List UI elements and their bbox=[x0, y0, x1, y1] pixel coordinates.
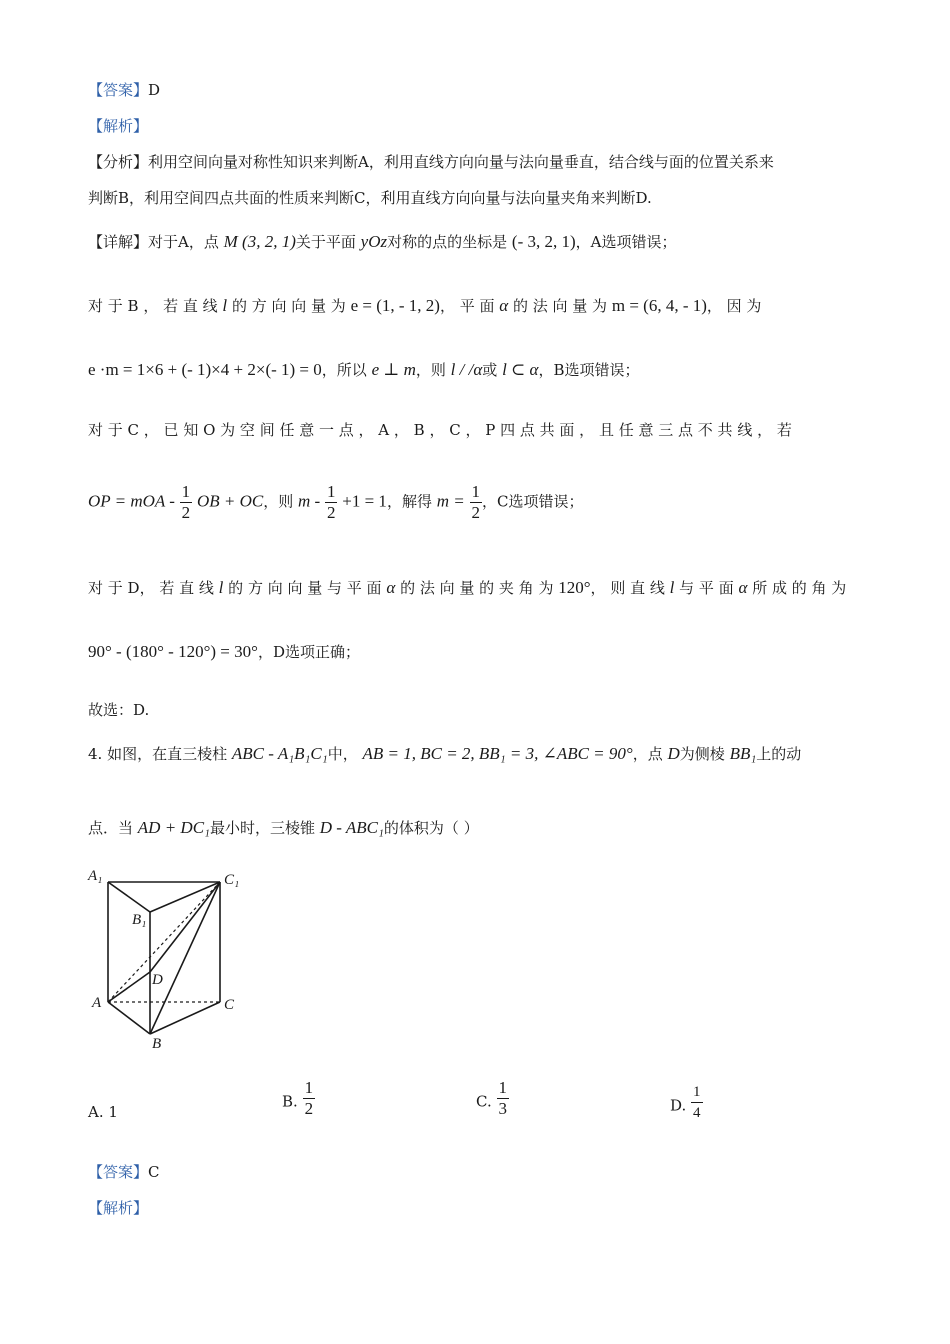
xiangjie-c-line-2 bbox=[88, 482, 584, 523]
b-text-d: 的 法 向 量 为 bbox=[512, 297, 608, 315]
plane-alpha: α bbox=[499, 296, 509, 315]
vector-e: e = (1, - 1, 2) bbox=[350, 296, 440, 315]
d-line-l: l bbox=[218, 578, 224, 597]
c-eq2-left: m - bbox=[297, 491, 321, 511]
prism-figure bbox=[84, 862, 254, 1052]
answer2-tag: 【答案】 bbox=[88, 1163, 149, 1181]
d-alpha-2: α bbox=[738, 578, 748, 597]
fenxi-line-1 bbox=[88, 152, 774, 172]
fenxi-text-1: 利用空间向量对称性知识来判断A，利用直线方向向量与法向量垂直，结合线与面的位置关系来 bbox=[148, 153, 774, 171]
option-a[interactable] bbox=[88, 1103, 118, 1121]
q4-point-D: D bbox=[667, 744, 680, 763]
edge-AB bbox=[108, 1002, 150, 1034]
b-text-e: ， 因 为 bbox=[706, 297, 762, 315]
d-text-a: 对 于 D， 若 直 线 bbox=[88, 579, 214, 597]
analysis-tag: 【解析】 bbox=[88, 117, 149, 135]
xiangjie-a-pre: 对于A，点 bbox=[148, 233, 219, 251]
d-text-c: 的 法 向 量 的 夹 角 为 bbox=[400, 579, 554, 597]
option-b-den: 2 bbox=[304, 1099, 314, 1118]
d-text-e: 与 平 面 bbox=[679, 579, 734, 597]
label-C: C bbox=[224, 997, 235, 1013]
b2-text-d: ，B选项错误； bbox=[538, 361, 640, 379]
option-b-label: B. bbox=[282, 1092, 298, 1111]
xiangjie-d-line-2 bbox=[88, 642, 360, 662]
q4-zhong: 中， bbox=[327, 745, 358, 763]
xiangjie-b-line-2 bbox=[88, 360, 639, 380]
analysis-line bbox=[88, 116, 148, 136]
q4-edge: BB₁ bbox=[729, 744, 757, 763]
d-end: ，D选项正确； bbox=[257, 643, 360, 661]
parallel-relation: l / /α bbox=[450, 360, 483, 379]
option-d-num: 1 bbox=[691, 1082, 703, 1103]
b-text-b: 的 方 向 向 量 为 bbox=[231, 297, 346, 315]
line-l: l bbox=[222, 296, 228, 315]
d-text-d: ， 则 直 线 bbox=[590, 579, 665, 597]
xiangjie-b-line-1 bbox=[88, 296, 761, 316]
q4-line2-a: 点．当 bbox=[88, 819, 134, 837]
half-num-2: 1 bbox=[326, 482, 336, 501]
label-B1: B₁ bbox=[132, 912, 147, 928]
label-D: D bbox=[152, 972, 163, 988]
b2-text-b: ，则 bbox=[415, 361, 446, 379]
answer-tag: 【答案】 bbox=[88, 81, 149, 99]
q4-dian: ，点 bbox=[632, 745, 663, 763]
q4-sum: AD + DC₁ bbox=[137, 818, 210, 837]
xiangjie-a-post: 对称的点的坐标是 bbox=[387, 233, 508, 251]
option-a-value: 1 bbox=[108, 1103, 118, 1121]
option-d-label: D. bbox=[670, 1096, 687, 1115]
half-den-3: 2 bbox=[471, 503, 481, 522]
q4-wei: 为侧棱 bbox=[679, 745, 725, 763]
segment-AC1-hidden bbox=[108, 882, 220, 1002]
d-text-f: 所 成 的 角 为 bbox=[752, 579, 847, 597]
q4-conditions: AB = 1, BC = 2, BB₁ = 3, ∠ABC = 90° bbox=[362, 744, 633, 763]
d-angle: 120° bbox=[558, 578, 591, 597]
half-fraction bbox=[180, 482, 193, 523]
b2-text-c: 或 bbox=[482, 361, 498, 379]
perp-relation: e ⊥ m bbox=[371, 360, 416, 379]
half-num-3: 1 bbox=[471, 482, 481, 501]
b-text-c: ， 平 面 bbox=[439, 297, 495, 315]
q4-line2-c: 的体积为（ ） bbox=[383, 819, 479, 837]
subset-relation: l ⊂ α bbox=[502, 360, 539, 379]
d-text-b: 的 方 向 向 量 与 平 面 bbox=[228, 579, 382, 597]
option-b-fraction bbox=[303, 1078, 316, 1119]
answer-line bbox=[88, 80, 160, 100]
label-A1: A₁ bbox=[88, 868, 103, 884]
edge-A1B1 bbox=[108, 882, 150, 912]
xiangjie-a-end: ，A选项错误； bbox=[575, 233, 677, 251]
option-b-num: 1 bbox=[304, 1078, 314, 1097]
answer2-value: C bbox=[148, 1163, 160, 1181]
answer2-line bbox=[88, 1162, 160, 1182]
option-c-num: 1 bbox=[498, 1078, 507, 1097]
option-d-fraction bbox=[691, 1082, 703, 1123]
xiangjie-c-line-1 bbox=[88, 420, 792, 440]
q4-pyramid: D - ABC₁ bbox=[319, 818, 384, 837]
c-end: ，C选项错误； bbox=[482, 492, 584, 511]
q4-line-1 bbox=[88, 744, 801, 764]
q4-prism: ABC - A₁B₁C₁ bbox=[231, 744, 328, 763]
option-a-label: A. bbox=[88, 1103, 104, 1121]
label-A: A bbox=[92, 995, 102, 1011]
point-M: M (3, 2, 1) bbox=[223, 232, 296, 251]
fenxi-line-2 bbox=[88, 188, 652, 208]
conclusion: 故选：D. bbox=[88, 701, 150, 719]
label-C1: C₁ bbox=[224, 872, 240, 888]
option-d[interactable] bbox=[670, 1082, 703, 1123]
xiangjie-a-line bbox=[88, 232, 677, 252]
q4-line2-b: 最小时，三棱锥 bbox=[209, 819, 315, 837]
label-B: B bbox=[152, 1036, 162, 1052]
option-b[interactable] bbox=[282, 1078, 315, 1119]
q4-shang: 上的动 bbox=[756, 745, 802, 763]
q4-line-2 bbox=[88, 818, 479, 838]
segment-AD bbox=[108, 972, 150, 1002]
option-c[interactable] bbox=[476, 1078, 509, 1119]
option-c-fraction bbox=[497, 1078, 510, 1119]
xiangjie-a-mid: 关于平面 bbox=[295, 233, 356, 251]
conclusion-line bbox=[88, 700, 149, 720]
xiangjie-tag: 【详解】 bbox=[88, 233, 149, 251]
b-text-a: 对 于 B ， 若 直 线 bbox=[88, 297, 218, 315]
c-m: m = bbox=[436, 491, 465, 511]
plane-yOz: yOz bbox=[360, 232, 388, 251]
half-num: 1 bbox=[181, 482, 191, 501]
xiangjie-d-line-1 bbox=[88, 578, 846, 598]
c-text-1: 对 于 C ， 已 知 O 为 空 间 任 意 一 点 ， A ， B ， C ， P 四 点 共 面 ， 且 任 意 三 点 不 共 线 ， 若 bbox=[88, 421, 792, 439]
d-line-l-2: l bbox=[669, 578, 675, 597]
answer-value: D bbox=[148, 81, 161, 99]
fenxi-tag: 【分析】 bbox=[88, 153, 149, 171]
fenxi-text-2: 判断B，利用空间四点共面的性质来判断C，利用直线方向向量与法向量夹角来判断D. bbox=[88, 189, 652, 207]
b2-text-a: ，所以 bbox=[321, 361, 367, 379]
c-solve: ，解得 bbox=[386, 492, 432, 511]
c-eq2-right: +1 = 1 bbox=[342, 491, 387, 511]
analysis2-tag: 【解析】 bbox=[88, 1199, 149, 1217]
q4-num-text: 4. 如图，在直三棱柱 bbox=[88, 745, 228, 763]
c-eq-right: OB + OC bbox=[196, 491, 264, 511]
d-calc: 90° - (180° - 120°) = 30° bbox=[88, 642, 258, 661]
half-fraction-3 bbox=[470, 482, 483, 523]
d-alpha: α bbox=[386, 578, 396, 597]
symmetric-point: (- 3, 2, 1) bbox=[511, 232, 576, 251]
c-eq-left: OP = mOA - bbox=[88, 491, 175, 511]
dot-product: e ·m = 1×6 + (- 1)×4 + 2×(- 1) = 0 bbox=[88, 360, 322, 379]
edge-BC bbox=[150, 1002, 220, 1034]
option-c-label: C. bbox=[476, 1092, 492, 1111]
option-d-den: 4 bbox=[693, 1105, 701, 1121]
vector-m: m = (6, 4, - 1) bbox=[611, 296, 707, 315]
half-den-2: 2 bbox=[326, 503, 336, 522]
half-fraction-2 bbox=[325, 482, 338, 523]
c-then: ，则 bbox=[263, 492, 294, 511]
edge-B1C1 bbox=[150, 882, 220, 912]
analysis2-line bbox=[88, 1198, 148, 1218]
half-den: 2 bbox=[181, 503, 191, 522]
option-c-den: 3 bbox=[498, 1099, 507, 1118]
